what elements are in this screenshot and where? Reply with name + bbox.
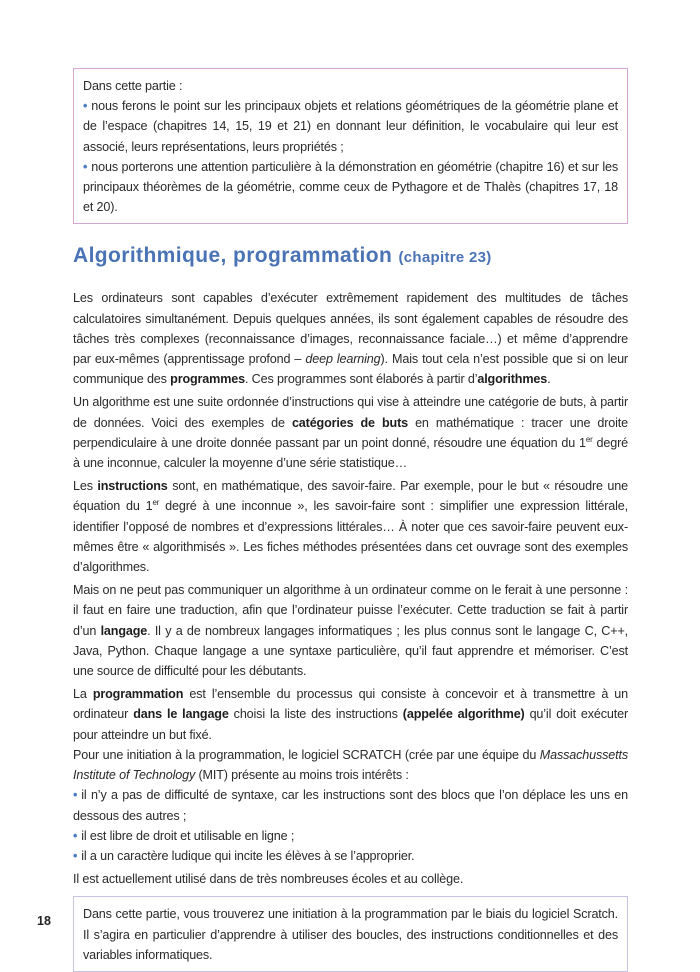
- superscript: er: [585, 434, 593, 444]
- paragraph-scratch-intro: [73, 745, 628, 785]
- bullet-icon: •: [73, 848, 78, 863]
- text-run: en mathématique : tracer une droite perpendiculaire à une droite donnée passant par un point donné, résoudre une équation du 1: [73, 415, 628, 450]
- list-item: [73, 785, 628, 825]
- intro-lead: Dans cette partie :: [83, 79, 183, 93]
- bold-term: programmation: [92, 687, 184, 702]
- superscript: er: [152, 498, 160, 508]
- text-run: La: [73, 687, 93, 702]
- paragraph-algorithm-definition: [73, 392, 628, 473]
- text-run: ). Mais tout cela n’est possible que si on leur communique des: [73, 352, 628, 387]
- outro-text: Dans cette partie, vous trouverez une initiation à la programmation par le biais du logiciel Scratch. Il s’agira en particulier d’apprendre à utiliser des boucles, des instructions conditionnelles et des variables informatiques.: [83, 907, 618, 962]
- text-run: Les: [73, 479, 98, 494]
- bold-term: instructions: [97, 479, 168, 494]
- text-run: Pour une initiation à la programmation, le logiciel SCRATCH (crée par une équipe du: [73, 747, 540, 762]
- paragraph-instructions: [73, 476, 628, 577]
- section-chapter-ref: (chapitre 23): [398, 249, 492, 267]
- italic-term: deep learning: [305, 352, 381, 367]
- bold-term: dans le langage: [133, 707, 229, 722]
- bold-term: langage: [100, 623, 148, 638]
- bullet-icon: •: [73, 828, 78, 843]
- text-run: . Il y a de nombreux langages informatiques ; les plus connus sont le langage C, C++, Java, Python. Chaque langage a une syntaxe particulière, qu’il faut apprendre et mémoriser. C’est une source de difficulté pour les débutants.: [73, 623, 628, 679]
- bullet-icon: •: [73, 788, 78, 803]
- list-item-text: il est libre de droit et utilisable en ligne ;: [81, 828, 295, 843]
- intro-bullet-text: nous ferons le point sur les principaux objets et relations géométriques de la géométrie plane et de l’espace (chapitres 14, 15, 19 et 21) en donnant leur définition, le vocabulaire qui leur est associé, leurs représentations, leurs propriétés ;: [83, 99, 618, 154]
- list-item: [73, 826, 628, 846]
- bold-term: algorithmes: [477, 372, 548, 387]
- bold-term: catégories de buts: [291, 415, 408, 430]
- italic-term: Massachussetts Institute of Technology: [73, 747, 628, 783]
- bold-term: (appelée algorithme): [402, 707, 525, 722]
- text-run: choisi la liste des instructions: [228, 707, 403, 722]
- text-run: qu’il doit exécuter pour atteindre un but fixé.: [73, 707, 628, 742]
- text-run: est l’ensemble du processus qui consiste à concevoir et à transmettre à un ordinateur: [73, 687, 628, 722]
- bullet-icon: •: [83, 99, 88, 114]
- paragraph-usage: Il est actuellement utilisé dans de très nombreuses écoles et au collège.: [73, 872, 464, 887]
- intro-summary-box: [73, 68, 628, 224]
- list-item-text: il n’y a pas de difficulté de syntaxe, car les instructions sont des blocs que l’on déplace les uns en dessous des autres ;: [73, 788, 628, 823]
- intro-bullet-item: [83, 96, 618, 157]
- page-content: [73, 68, 628, 972]
- intro-bullet-item: [83, 157, 618, 218]
- bullet-icon: •: [83, 159, 88, 174]
- bold-term: programmes: [170, 372, 245, 387]
- section-title-text: Algorithmique, programmation: [73, 244, 393, 268]
- text-run: .: [547, 372, 551, 387]
- text-run: (MIT) présente au moins trois intérêts :: [195, 768, 409, 783]
- scratch-benefits-list: [73, 785, 628, 866]
- text-run: sont, en mathématique, des savoir-faire. Par exemple, pour le but « résoudre une équation du 1: [73, 479, 628, 514]
- section-heading: [73, 243, 628, 271]
- page-number: 18: [37, 914, 51, 928]
- paragraph-language: [73, 580, 628, 681]
- intro-bullet-text: nous porterons une attention particulière à la démonstration en géométrie (chapitre 16) et sur les principaux théorèmes de la géométrie, comme ceux de Pythagore et de Thalès (chapitres 17, 18 et 20).: [83, 159, 618, 215]
- paragraph-programming: [73, 684, 628, 745]
- list-item-text: il a un caractère ludique qui incite les élèves à se l’approprier.: [81, 848, 415, 863]
- text-run: degré à une inconnue », les savoir-faire sont : simplifier une expression littérale, identifier l’opposé de nombres et d’expressions littérales… À noter que ces savoir-faire peuvent eux-mêmes être « algorithmisés ». Les fiches méthodes présentées dans cet ouvrage sont des exemples d’algorithmes.: [73, 499, 629, 575]
- outro-summary-box: [73, 896, 628, 972]
- paragraph-computers: [73, 288, 628, 389]
- list-item: [73, 846, 628, 866]
- text-run: . Ces programmes sont élaborés à partir d’: [244, 372, 478, 387]
- text-run: degré à une inconnue, calculer la moyenne d’une série statistique…: [73, 435, 628, 471]
- text-run: Les ordinateurs sont capables d’exécuter extrêmement rapidement des multitudes de tâches calculatoires simultanément. Depuis quelques années, ils sont également capables de résoudre des tâches très complexes (reconnaissance d’images, reconnaissance faciale…) et même d’apprendre par eux-mêmes (apprentissage profond –: [73, 291, 628, 367]
- text-run: Un algorithme est une suite ordonnée d’instructions qui vise à atteindre une catégorie de buts, à partir de données. Voici des exemples de: [73, 395, 628, 430]
- text-run: Mais on ne peut pas communiquer un algorithme à un ordinateur comme on le ferait à une personne : il faut en faire une traduction, afin que l’ordinateur puisse l’exécuter. Cette traduction se fait à partir d’un: [73, 583, 628, 638]
